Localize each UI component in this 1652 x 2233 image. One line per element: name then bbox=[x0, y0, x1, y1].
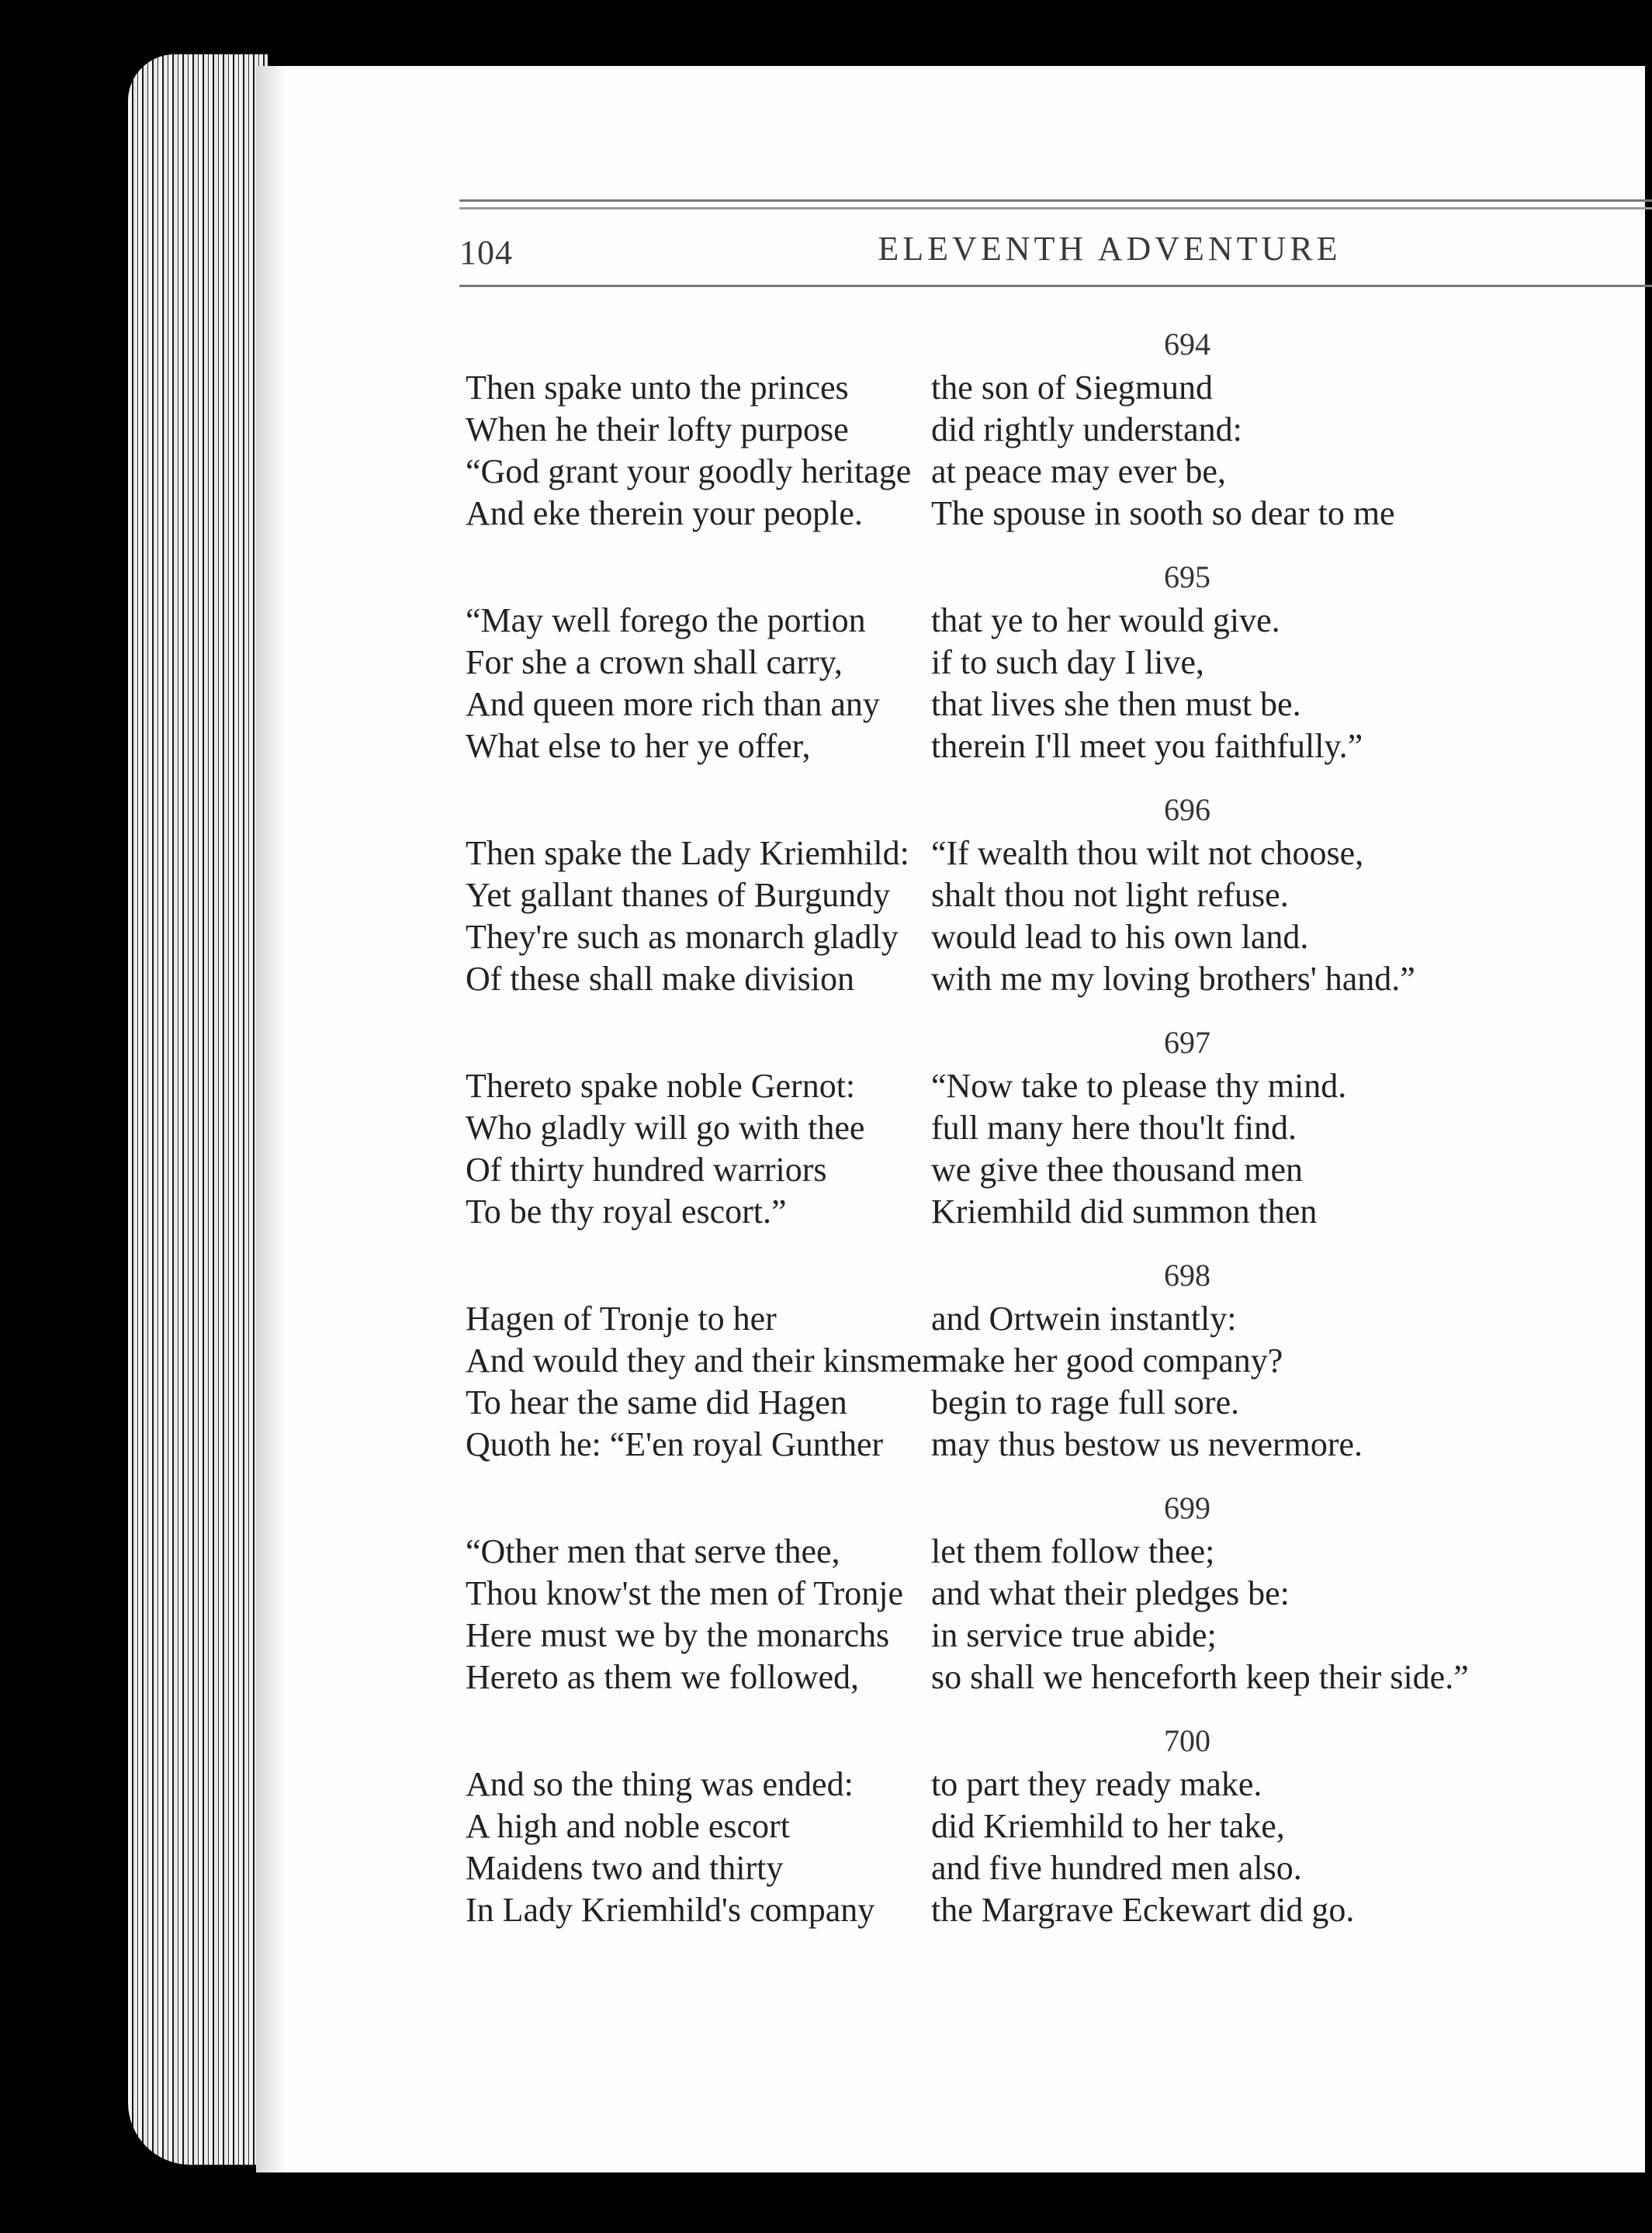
verse-second-half: therein I'll meet you faithfully.” bbox=[931, 727, 1363, 765]
verse-first-half: And so the thing was ended: bbox=[466, 1765, 854, 1803]
verse-second-half: to part they ready make. bbox=[931, 1765, 1262, 1803]
header-rule-bottom bbox=[459, 285, 1652, 287]
verse-second-half: we give thee thousand men bbox=[931, 1151, 1303, 1189]
verse-line bbox=[466, 1298, 1652, 1340]
chapter-title: ELEVENTH ADVENTURE bbox=[878, 230, 1342, 268]
verse-second-half: “If wealth thou wilt not choose, bbox=[931, 834, 1364, 872]
stanza-list bbox=[466, 322, 1652, 1951]
verse-second-half: did Kriemhild to her take, bbox=[931, 1807, 1285, 1845]
verse-first-half: Quoth he: “E'en royal Gunther bbox=[466, 1425, 884, 1463]
verse-line bbox=[466, 1615, 1652, 1657]
verse-first-half: For she a crown shall carry, bbox=[466, 643, 843, 681]
verse-line bbox=[466, 1340, 1652, 1382]
verse-first-half: And eke therein your people. bbox=[466, 494, 863, 532]
spine-shadow bbox=[256, 66, 287, 2172]
verse-second-half: if to such day I live, bbox=[931, 643, 1204, 681]
verse-second-half: at peace may ever be, bbox=[931, 452, 1226, 490]
verse-second-half: did rightly understand: bbox=[931, 410, 1242, 448]
stanza bbox=[466, 1486, 1652, 1698]
verse-second-half: Kriemhild did summon then bbox=[931, 1193, 1318, 1231]
verse-first-half: In Lady Kriemhild's company bbox=[466, 1891, 875, 1929]
verse-first-half: What else to her ye offer, bbox=[466, 727, 811, 765]
verse-second-half: the Margrave Eckewart did go. bbox=[931, 1891, 1355, 1929]
verse-second-half: would lead to his own land. bbox=[931, 918, 1309, 956]
verse-line bbox=[466, 642, 1652, 684]
page-number: 104 bbox=[459, 234, 513, 272]
verse-second-half: and five hundred men also. bbox=[931, 1849, 1302, 1887]
verse-second-half: in service true abide; bbox=[931, 1616, 1217, 1654]
verse-first-half: “Other men that serve thee, bbox=[466, 1532, 840, 1570]
verse-second-half: may thus bestow us nevermore. bbox=[931, 1425, 1363, 1463]
verse-line bbox=[466, 1531, 1652, 1573]
verse-line bbox=[466, 725, 1652, 767]
stanza-number: 694 bbox=[1164, 327, 1210, 362]
verse-line bbox=[466, 600, 1652, 642]
stanza bbox=[466, 1719, 1652, 1931]
verse-line bbox=[466, 1149, 1652, 1191]
verse-first-half: Hereto as them we followed, bbox=[466, 1658, 860, 1696]
verse-line bbox=[466, 1382, 1652, 1424]
verse-line bbox=[466, 684, 1652, 725]
stanza bbox=[466, 322, 1652, 535]
verse-second-half: so shall we henceforth keep their side.” bbox=[931, 1658, 1469, 1696]
verse-first-half: Here must we by the monarchs bbox=[466, 1616, 890, 1654]
stanza-number: 699 bbox=[1164, 1490, 1210, 1525]
verse-second-half: shalt thou not light refuse. bbox=[931, 876, 1289, 914]
header-rule-top bbox=[459, 199, 1652, 202]
verse-line bbox=[466, 1764, 1652, 1805]
verse-second-half: that lives she then must be. bbox=[931, 685, 1301, 723]
verse-line bbox=[466, 1847, 1652, 1889]
verse-line bbox=[466, 1065, 1652, 1107]
verse-first-half: “May well forego the portion bbox=[466, 601, 866, 639]
verse-line bbox=[466, 1191, 1652, 1233]
verse-first-half: They're such as monarch gladly bbox=[466, 918, 899, 956]
verse-first-half: Then spake unto the princes bbox=[466, 369, 849, 407]
verse-first-half: Of these shall make division bbox=[466, 960, 855, 998]
book-page-edges bbox=[128, 54, 268, 2165]
verse-first-half: Maidens two and thirty bbox=[466, 1849, 784, 1887]
verse-first-half: Of thirty hundred warriors bbox=[466, 1151, 827, 1189]
stanza bbox=[466, 1253, 1652, 1466]
verse-first-half: Hagen of Tronje to her bbox=[466, 1300, 777, 1338]
verse-first-half: To be thy royal escort.” bbox=[466, 1193, 787, 1231]
verse-first-half: To hear the same did Hagen bbox=[466, 1383, 847, 1421]
verse-second-half: full many here thou'lt find. bbox=[931, 1109, 1297, 1147]
stanza-number: 697 bbox=[1164, 1025, 1210, 1060]
verse-first-half: And would they and their kinsmen bbox=[466, 1342, 939, 1380]
verse-first-half: A high and noble escort bbox=[466, 1807, 790, 1845]
verse-line bbox=[466, 958, 1652, 1000]
verse-line bbox=[466, 1107, 1652, 1149]
verse-first-half: Thou know'st the men of Tronje bbox=[466, 1574, 904, 1612]
verse-line bbox=[466, 1889, 1652, 1931]
verse-first-half: And queen more rich than any bbox=[466, 685, 880, 723]
stanza-number: 695 bbox=[1164, 559, 1210, 594]
verse-second-half: and Ortwein instantly: bbox=[931, 1300, 1237, 1338]
verse-line bbox=[466, 874, 1652, 916]
verse-first-half: Yet gallant thanes of Burgundy bbox=[466, 876, 891, 914]
verse-second-half: let them follow thee; bbox=[931, 1532, 1215, 1570]
verse-first-half: Thereto spake noble Gernot: bbox=[466, 1067, 856, 1105]
verse-line bbox=[466, 493, 1652, 535]
verse-line bbox=[466, 1573, 1652, 1615]
verse-line bbox=[466, 451, 1652, 493]
verse-second-half: make her good company? bbox=[931, 1342, 1283, 1380]
book-page bbox=[256, 66, 1645, 2172]
stanza bbox=[466, 788, 1652, 1000]
verse-line bbox=[466, 1805, 1652, 1847]
verse-first-half: “God grant your goodly heritage bbox=[466, 452, 912, 490]
stanza-number: 696 bbox=[1164, 792, 1210, 827]
verse-line bbox=[466, 833, 1652, 874]
verse-second-half: begin to rage full sore. bbox=[931, 1383, 1240, 1421]
verse-first-half: Then spake the Lady Kriemhild: bbox=[466, 834, 909, 872]
stanza-number: 700 bbox=[1164, 1723, 1210, 1758]
verse-line bbox=[466, 916, 1652, 958]
verse-second-half: and what their pledges be: bbox=[931, 1574, 1290, 1612]
verse-second-half: “Now take to please thy mind. bbox=[931, 1067, 1347, 1105]
verse-first-half: When he their lofty purpose bbox=[466, 410, 849, 448]
verse-second-half: the son of Siegmund bbox=[931, 369, 1213, 407]
verse-first-half: Who gladly will go with thee bbox=[466, 1109, 865, 1147]
verse-second-half: The spouse in sooth so dear to me bbox=[931, 494, 1395, 532]
verse-second-half: that ye to her would give. bbox=[931, 601, 1280, 639]
verse-line bbox=[466, 1424, 1652, 1466]
stanza-number: 698 bbox=[1164, 1258, 1210, 1293]
stanza bbox=[466, 555, 1652, 767]
running-head bbox=[459, 229, 1652, 283]
verse-line bbox=[466, 1657, 1652, 1698]
verse-line bbox=[466, 409, 1652, 451]
verse-line bbox=[466, 367, 1652, 409]
verse-second-half: with me my loving brothers' hand.” bbox=[931, 960, 1415, 998]
stanza bbox=[466, 1020, 1652, 1233]
